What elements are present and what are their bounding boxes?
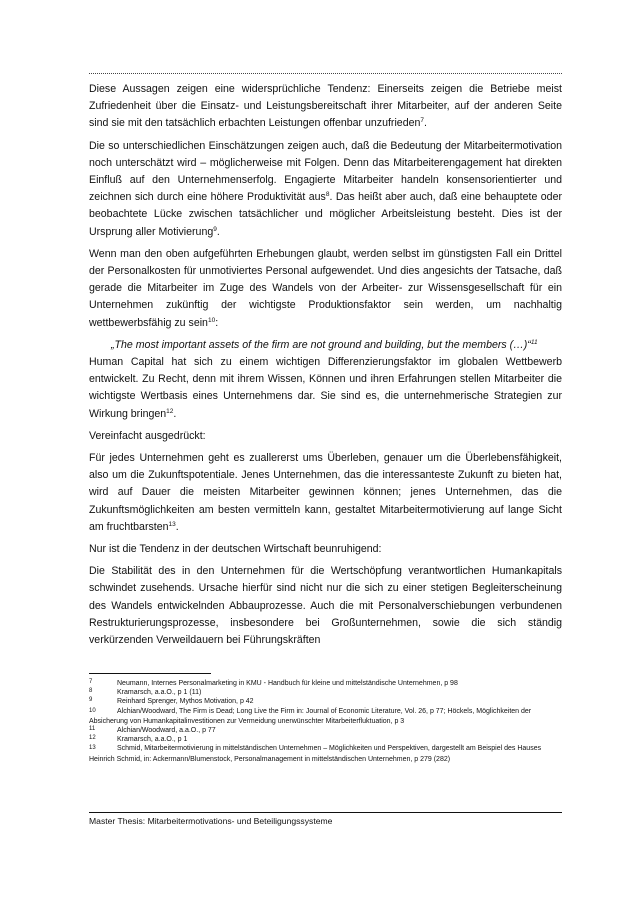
footnote-number: 11: [89, 726, 96, 733]
footnote-text: Neumann, Internes Personalmarketing in KMU - Handbuch für kleine und mittelständische Unternehmen, p 98: [117, 680, 458, 687]
page-footer: Master Thesis: Mitarbeitermotivations- und Beteiligungssysteme: [89, 816, 333, 826]
footnote-text: Schmid, Mitarbeitermotivierung in mittelständischen Unternehmen – Möglichkeiten und Perspektiven, dargestellt am Beispiel des Hauses Heinrich Schmid, in: Ackermann/Blumenstock, Personalmanagement in mittelständischen Unternehmen, p 279 (282): [89, 745, 542, 763]
footnote-number: 13: [89, 745, 96, 752]
footnote-number: 7: [89, 679, 93, 685]
footnote-text: Alchian/Woodward, a.a.O., p 77: [117, 727, 216, 735]
document-page: [89, 0, 562, 903]
footnote-number: 8: [89, 688, 93, 695]
footnote-ref-13[interactable]: 13: [168, 520, 176, 528]
footnote-ref-12[interactable]: 12: [166, 407, 174, 415]
paragraph-7: Nur ist die Tendenz in der deutschen Wirtschaft beunruhigend:: [89, 543, 382, 556]
footnote-7: [89, 679, 562, 688]
paragraph-6: Für jedes Unternehmen geht es zuallererst ums Überleben, genauer um die Überlebensfähigkeit, also um die Zukunftspotentiale. Jenes Unternehmen, das die interessanteste Zukunft zu bieten hat, wird auf Dauer die meisten Mitarbeiter gewinnen können; jenes Unternehmen, das die Zukunftsmöglichkeiten am besten vermitteln kann, gestaltet Mitarbeitermotivierung auf lange Sicht am fruchtbarsten$^{13}$.: [89, 452, 562, 533]
footnote-ref-9[interactable]: 9: [213, 225, 217, 233]
footnote-separator: [89, 673, 211, 674]
footnote-ref-11[interactable]: 11: [530, 338, 538, 346]
footnote-number: 12: [89, 735, 96, 742]
paragraph-3: Wenn man den oben aufgeführten Erhebungen glaubt, werden selbst im günstigsten Fall ein Drittel der Personalkosten für unmotiviertes Personal aufgewendet. Und dies angesichts der Tatsache, daß gerade die Mitarbeiter im Zuge des Wandels von der Arbeiter- zur Wissensgesellschaft für ein Unternehmen zukünftig der wichtigste Produktionsfaktor sein werden, um nachhaltig wettbewerbsfähig zu sein$^{10}$:: [89, 247, 562, 329]
paragraph-8: Die Stabilität des in den Unternehmen für die Wertschöpfung verantwortlichen Humankapitals schwindet zusehends. Ursache hierfür sind nicht nur die sich zu einer stetigen Begleiterscheinung des Wandels entwickelnden Abbauprozesse. Auch die mit Personalverschiebungen verbundenen Restrukturierungsprozesse, insbesondere bei Großunternehmen, sowie die sich ständig verkürzenden Verweildauern bei Führungskräften: [89, 565, 562, 647]
block-quote: „The most important assets of the firm are not ground and building, but the members (…)“$^{11}$: [111, 338, 538, 351]
footnotes: [89, 679, 562, 764]
footnote-text: Reinhard Sprenger, Mythos Motivation, p 42: [117, 698, 254, 706]
paragraph-5: Vereinfacht ausgedrückt:: [89, 429, 206, 442]
paragraph-2: Die so unterschiedlichen Einschätzungen zeigen auch, daß die Bedeutung der Mitarbeitermotivation noch unterschätzt wird – möglicherweise mit Folgen. Denn das Mitarbeiterengagement hat direkten Einfluß auf den Unternehmenserfolg. Engagierte Mitarbeiter handeln konsensorientierter und zeichnen sich durch eine höhere Produktivität aus$^8$. Das heißt aber auch, daß eine behauptete oder beobachtete Lücke zwischen tatsächlicher und möglicher Arbeitsleistung besteht. Dies ist der Ursprung aller Motivierung$^9$.: [89, 139, 562, 238]
footnote-text: Alchian/Woodward, The Firm is Dead; Long Live the Firm in: Journal of Economic Literature, Vol. 26, p 77; Höckels, Möglichkeiten der Absicherung von Humankapitalinvestitionen zur Vermeidung unerwünschter Mitarbeiterfluktuation, p 3: [89, 707, 532, 725]
footnote-ref-8[interactable]: 8: [325, 191, 330, 199]
footnote-13: [89, 744, 562, 763]
footnote-ref-7[interactable]: 7: [420, 117, 424, 125]
footnote-text: Kramarsch, a.a.O., p 1: [117, 736, 188, 744]
top-dotted-rule: [89, 73, 562, 74]
footnote-10: [89, 707, 562, 726]
footnote-11: [89, 726, 562, 735]
footnote-number: 10: [89, 707, 96, 714]
footnote-ref-10[interactable]: 10: [207, 316, 216, 324]
footnote-text: Kramarsch, a.a.O., p 1 (11): [117, 689, 202, 697]
footnote-12: [89, 735, 562, 744]
footnote-8: [89, 688, 562, 697]
paragraph-1: Diese Aussagen zeigen eine widersprüchliche Tendenz: Einerseits zeigen die Betriebe meist Zufriedenheit über die Einsatz- und Leistungsbereitschaft ihrer Mitarbeiter, auf der anderen Seite sind sie mit den tatsächlich erbachten Leistungen offenbar unzufrieden$^7$.: [89, 83, 562, 130]
footnote-9: [89, 697, 562, 706]
body-text: [89, 81, 562, 649]
footnote-number: 9: [89, 697, 93, 704]
paragraph-4: Human Capital hat sich zu einem wichtigen Differenzierungsfaktor im globalen Wettbewerb entwickelt. Zu Recht, denn mit ihrem Wissen, Können und ihren Erfahrungen stellen Mitarbeiter die wichtigste Wertbasis eines Unternehmens dar. Sie sind es, die unternehmerische Strategien zur Wirkung bringen$^{12}$.: [89, 356, 562, 420]
footer-rule: [89, 812, 562, 813]
